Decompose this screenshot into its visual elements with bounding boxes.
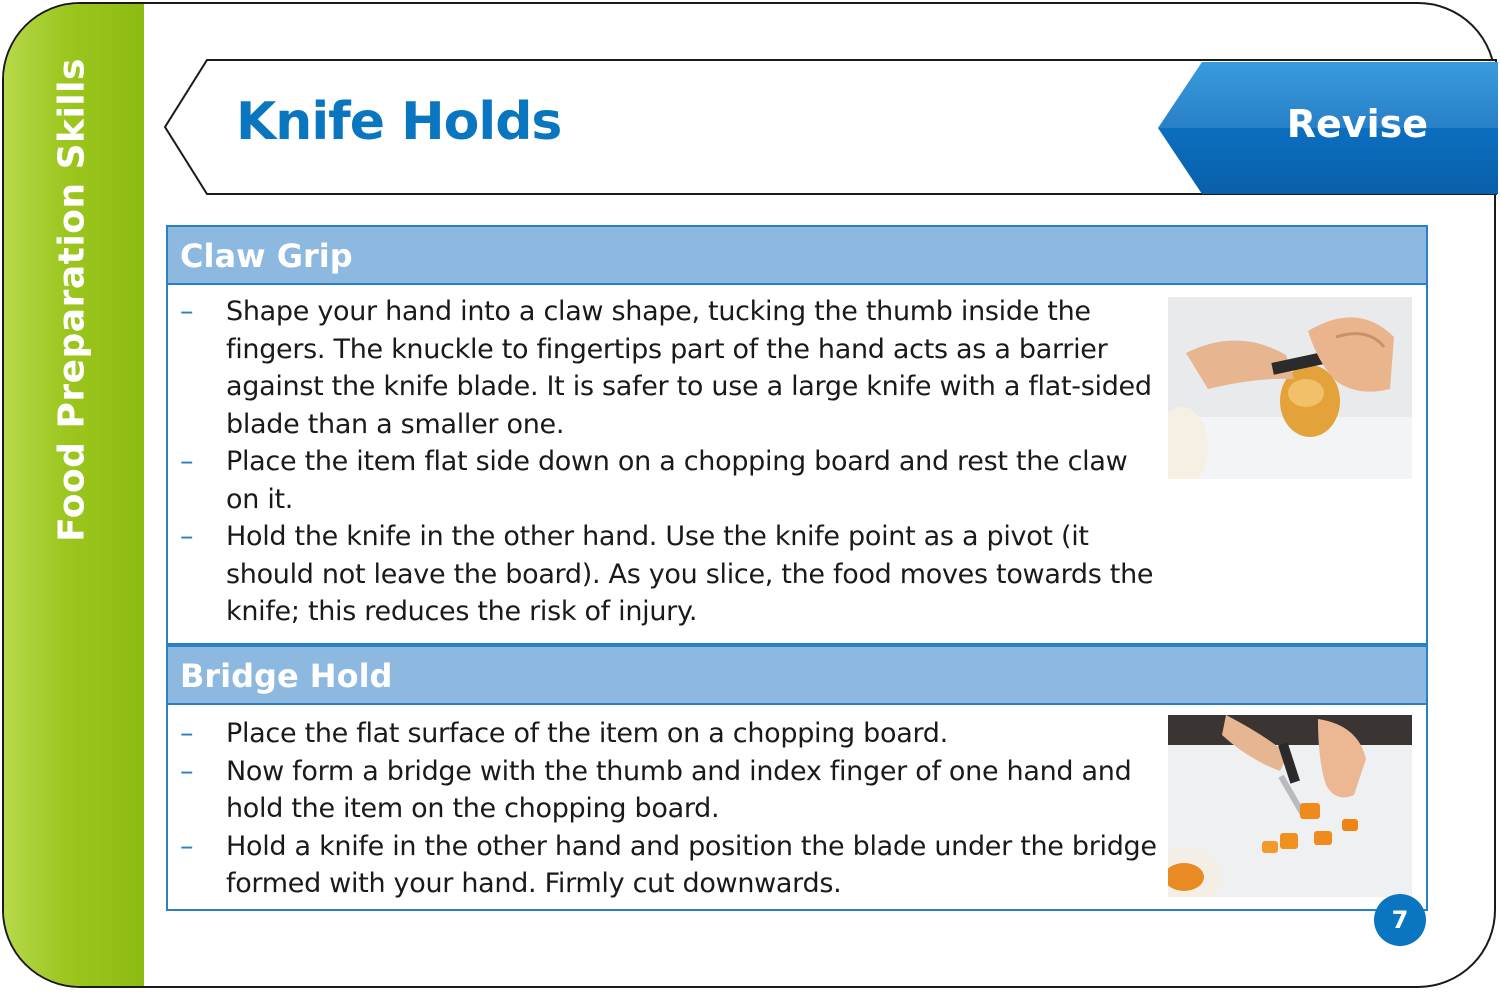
list-item: – Shape your hand into a claw shape, tucking the thumb inside the fingers. The knuckle to fingertips part of the hand acts as a barrier against the knife blade. It is safer to use a large knife with a flat-sided blade than a smaller one. bbox=[168, 293, 1158, 443]
chapter-label: Food Preparation Skills bbox=[51, 58, 93, 542]
bullet-list bbox=[168, 715, 1158, 903]
list-item: – Hold a knife in the other hand and position the blade under the bridge formed with your hand. Firmly cut downwards. bbox=[168, 828, 1158, 903]
section-title: Bridge Hold bbox=[168, 645, 1426, 705]
chapter-sidebar bbox=[4, 4, 144, 986]
list-item: – Place the item flat side down on a chopping board and rest the claw on it. bbox=[168, 443, 1158, 518]
dash-icon: – bbox=[180, 718, 194, 749]
dash-icon: – bbox=[180, 830, 194, 862]
dash-icon: – bbox=[180, 446, 194, 477]
bridge-hold-section bbox=[166, 645, 1428, 911]
claw-grip-photo bbox=[1168, 297, 1412, 479]
bullet-list bbox=[168, 293, 1158, 631]
page-title: Knife Holds bbox=[236, 92, 562, 152]
dash-icon: – bbox=[180, 521, 194, 552]
list-item: – Hold the knife in the other hand. Use the knife point as a pivot (it should not leave the board). As you slice, the food moves towards the knife; this reduces the risk of injury. bbox=[168, 518, 1158, 631]
dash-icon: – bbox=[180, 296, 194, 327]
bridge-hold-photo bbox=[1168, 715, 1412, 897]
page-number-badge: 7 bbox=[1374, 894, 1426, 946]
claw-grip-section bbox=[166, 225, 1428, 645]
revise-badge: Revise bbox=[1286, 102, 1428, 146]
section-title: Claw Grip bbox=[168, 227, 1426, 285]
list-item: – Place the flat surface of the item on a chopping board. bbox=[168, 715, 1158, 753]
list-item: – Now form a bridge with the thumb and index finger of one hand and hold the item on the chopping board. bbox=[168, 753, 1158, 828]
dash-icon: – bbox=[180, 755, 194, 787]
